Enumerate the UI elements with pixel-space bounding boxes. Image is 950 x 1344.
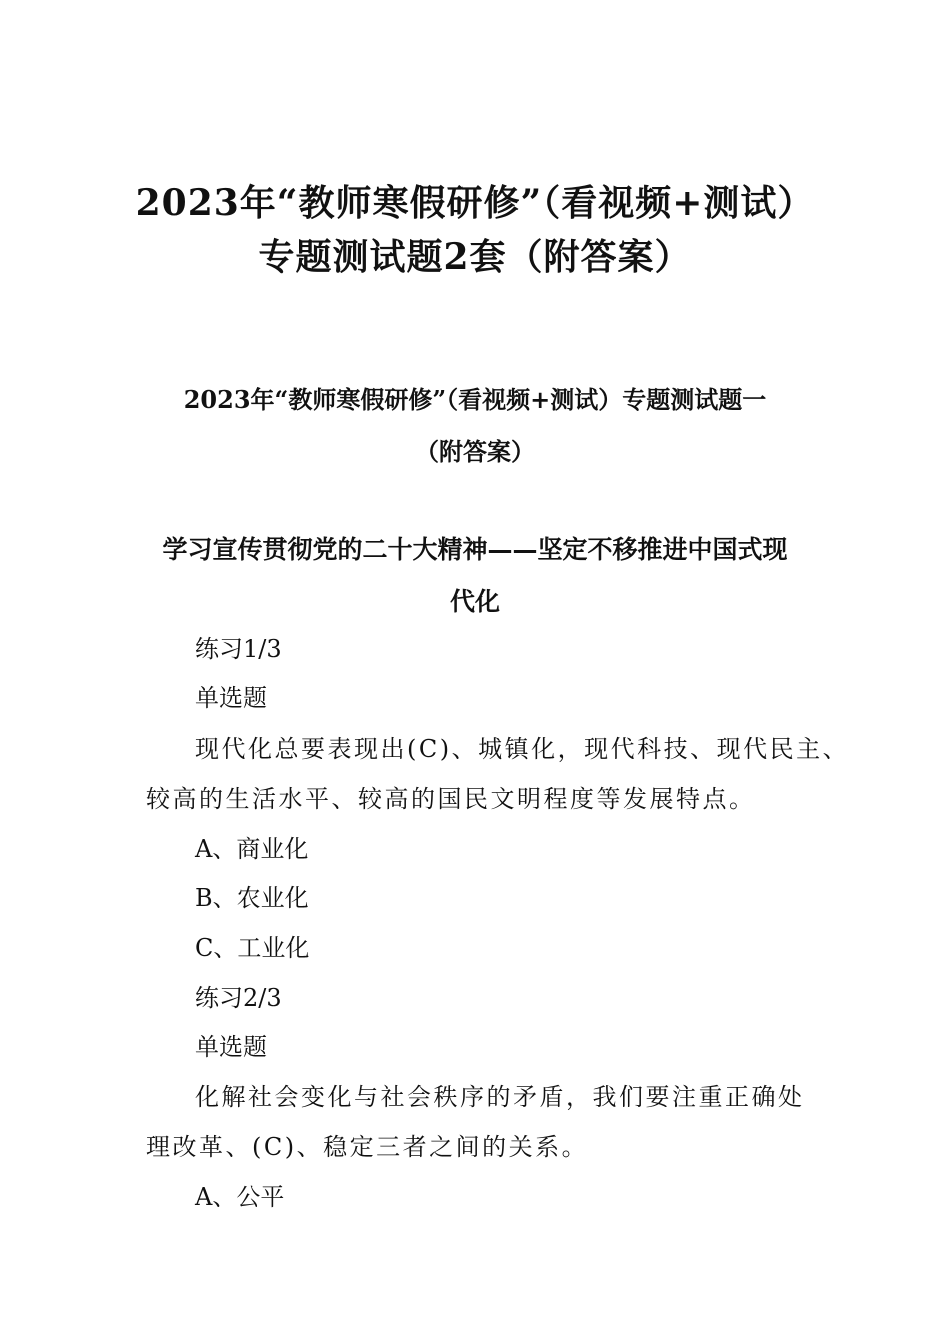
exercise-2-type: 单选题	[195, 1033, 267, 1061]
section-title-line-2: 代化	[449, 587, 500, 616]
exercise-2-question-line-1: 化解社会变化与社会秩序的矛盾，我们要注重正确处	[195, 1083, 805, 1111]
title-line-2: 专题测试题2套（附答案）	[258, 236, 692, 278]
exercise-2-question-line-2: 理改革、(C)、稳定三者之间的关系。	[146, 1133, 589, 1161]
exercise-1-option-c: C、工业化	[195, 934, 310, 962]
exercise-1-option-a: A、商业化	[195, 835, 309, 863]
document-title	[0, 176, 950, 284]
exercise-1-type: 单选题	[195, 684, 267, 712]
subtitle-line-1: 2023年“教师寒假研修”（看视频+测试）专题测试题一	[183, 385, 767, 414]
exercise-1-question-line-2: 较高的生活水平、较高的国民文明程度等发展特点。	[146, 785, 756, 813]
exercise-1-option-b: B、农业化	[195, 884, 309, 912]
document-subtitle	[100, 374, 850, 478]
section-title-line-1: 学习宣传贯彻党的二十大精神——坚定不移推进中国式现	[162, 535, 788, 564]
exercise-1-label: 练习1/3	[195, 635, 282, 663]
exercise-2-label: 练习2/3	[195, 984, 282, 1012]
subtitle-line-2: （附答案）	[415, 437, 535, 466]
exercise-2-option-a: A、公平	[195, 1183, 285, 1211]
section-title	[140, 524, 810, 628]
title-line-1: 2023年“教师寒假研修”（看视频+测试）	[135, 182, 815, 224]
exercise-1-question-line-1: 现代化总要表现出(C)、城镇化，现代科技、现代民主、	[195, 735, 850, 763]
